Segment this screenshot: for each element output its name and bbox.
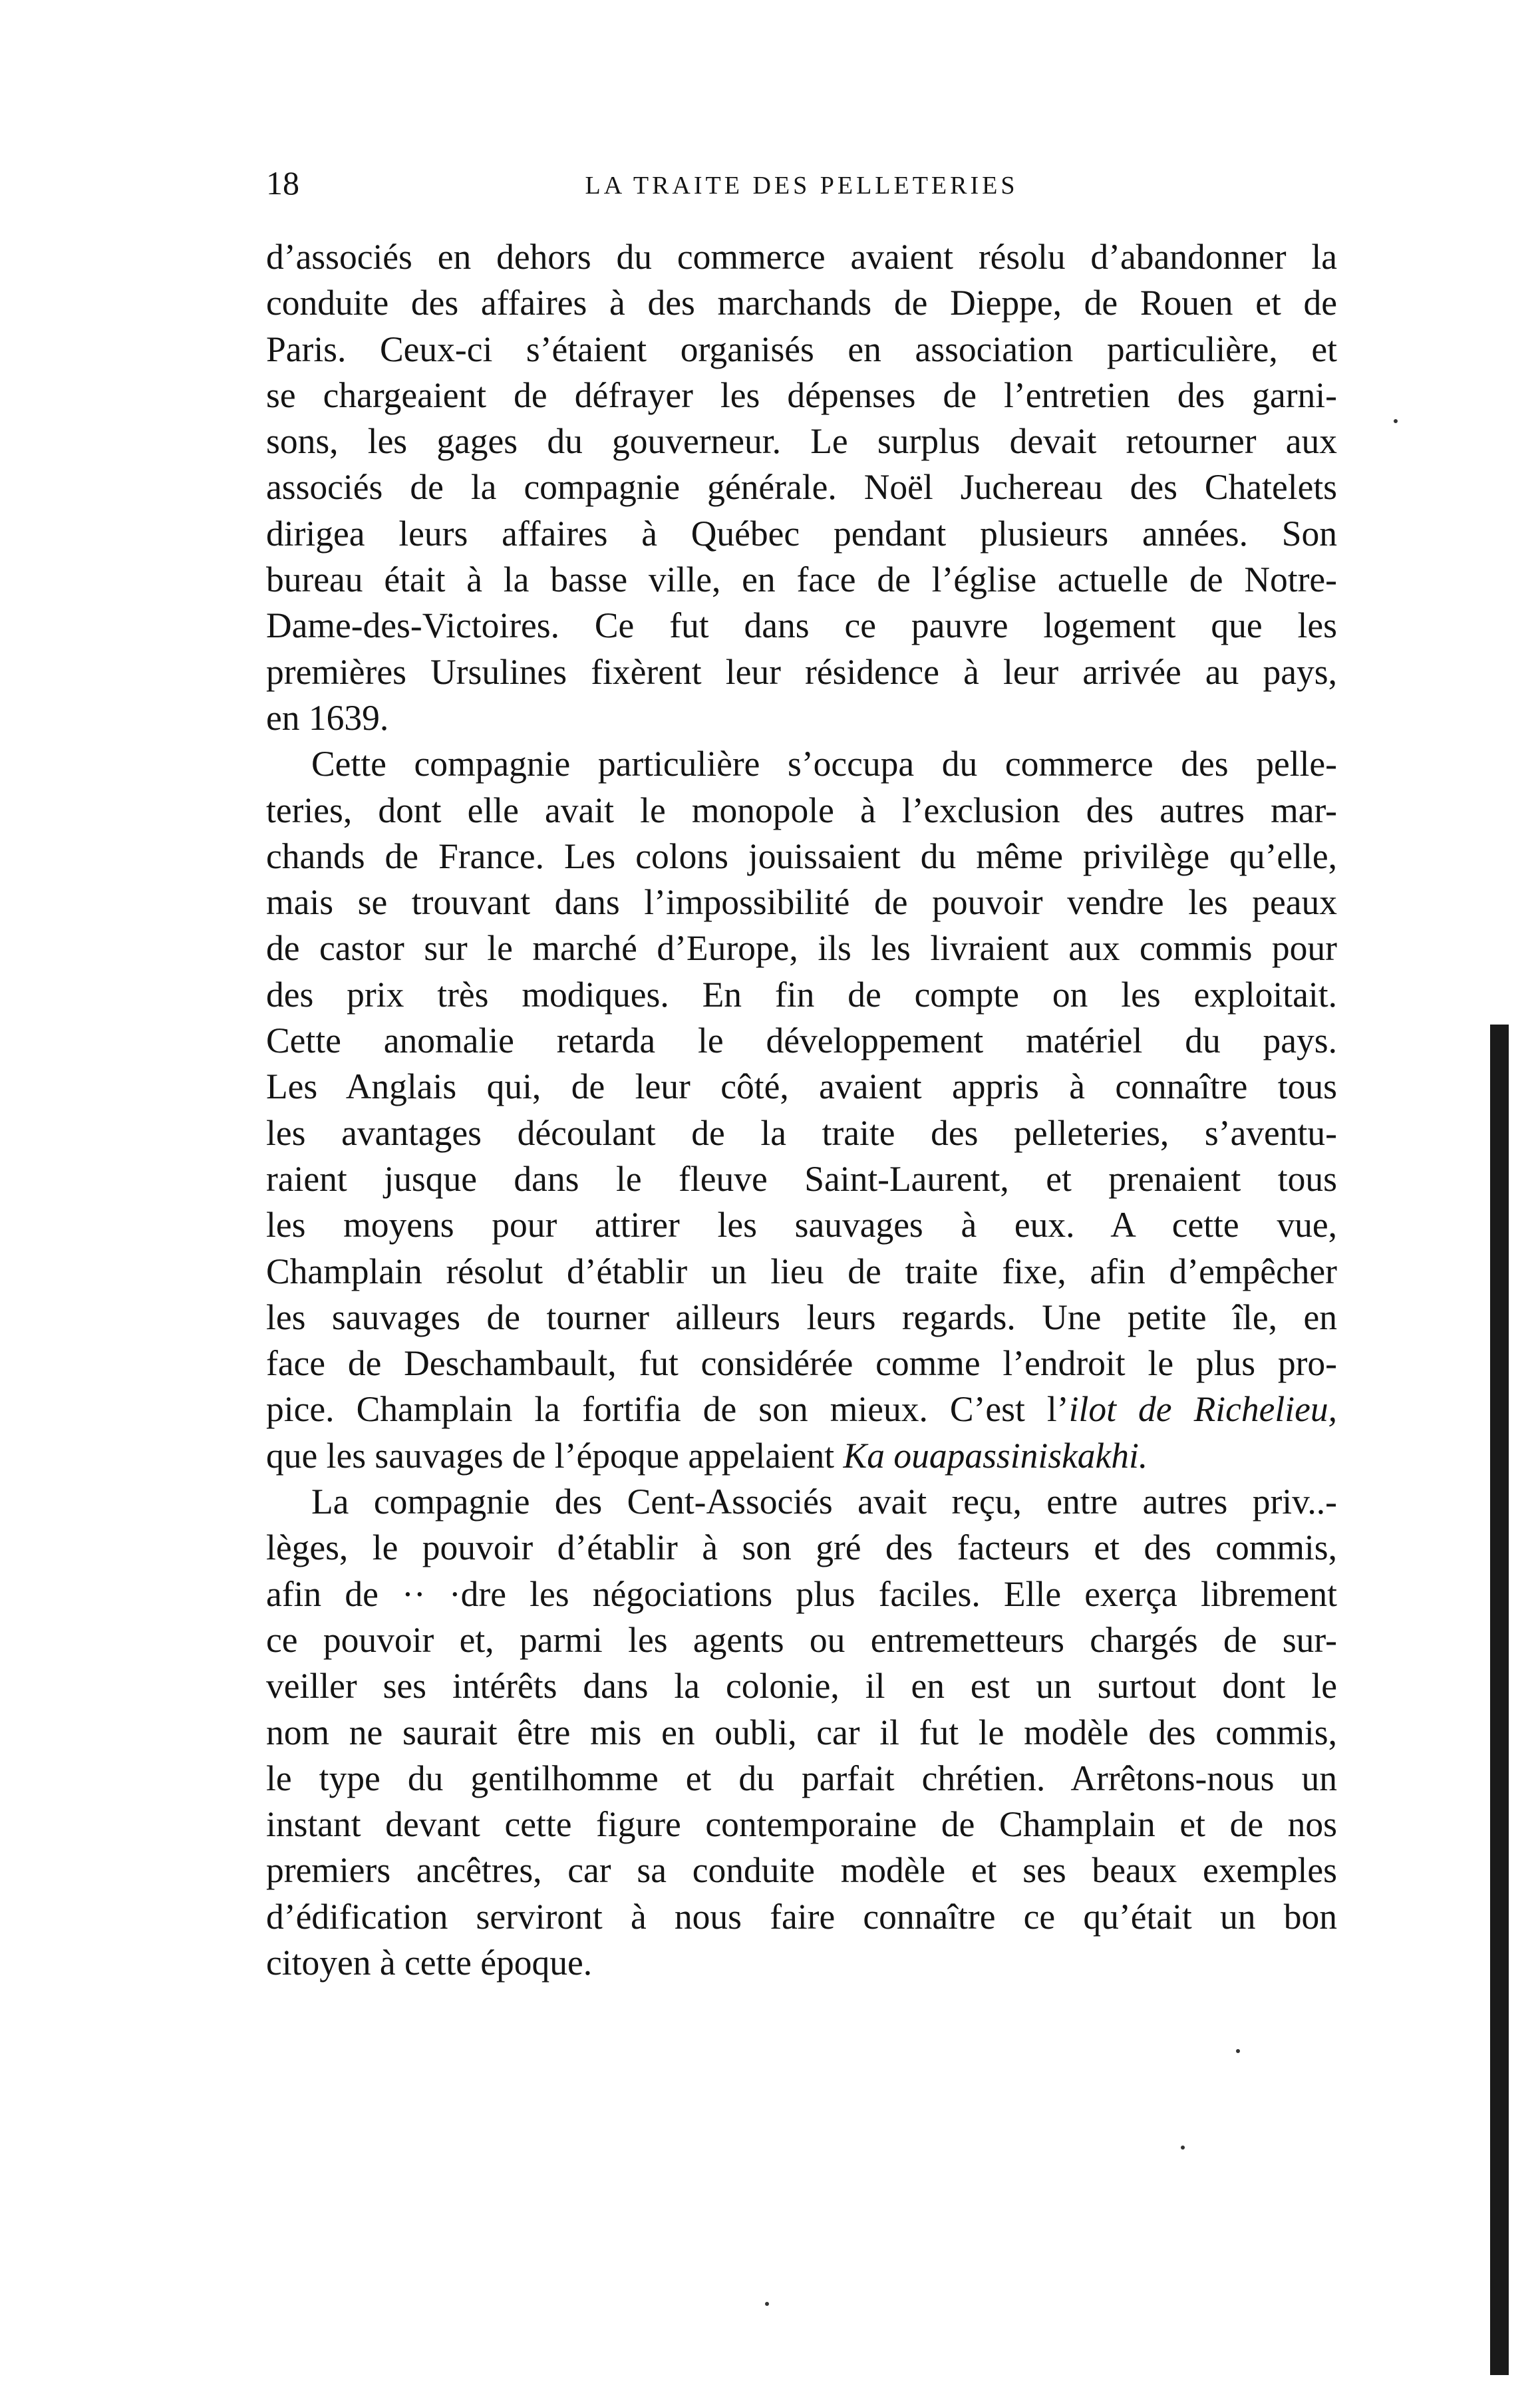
- text-line: lèges, le pouvoir d’établir à son gré des facteurs et des commis,: [266, 1527, 1337, 1568]
- text-line: dirigea leurs affaires à Québec pendant plusieurs années. Son: [266, 513, 1337, 554]
- text-line: bureau était à la basse ville, en face de l’église actuelle de Notre-: [266, 560, 1337, 600]
- text-line: les avantages découlant de la traite des pelleteries, s’aventu-: [266, 1112, 1337, 1153]
- text-line: citoyen à cette époque.: [266, 1942, 593, 1983]
- scan-edge-shadow: [1490, 1025, 1509, 2375]
- text-line: Les Anglais qui, de leur côté, avaient appris à connaître tous: [266, 1066, 1337, 1107]
- text-line: le type du gentilhomme et du parfait chrétien. Arrêtons-nous un: [266, 1758, 1337, 1798]
- body-text: [266, 234, 1337, 1986]
- scan-speck: [1181, 2146, 1185, 2150]
- text-line: premiers ancêtres, car sa conduite modèle et ses beaux exemples: [266, 1850, 1337, 1891]
- text-line: chands de France. Les colons jouissaient du même privilège qu’elle,: [266, 836, 1337, 876]
- text-line: mais se trouvant dans l’impossibilité de pouvoir vendre les peaux: [266, 882, 1337, 923]
- text-line: les moyens pour attirer les sauvages à eux. A cette vue,: [266, 1205, 1337, 1245]
- text-line: La compagnie des Cent-Associés avait reçu, entre autres priv..-: [311, 1482, 1337, 1522]
- text-line: sons, les gages du gouverneur. Le surplus devait retourner aux: [266, 421, 1337, 462]
- text-line: des prix très modiques. En fin de compte on les exploitait.: [266, 974, 1337, 1015]
- text-line: instant devant cette figure contemporaine de Champlain et de nos: [266, 1804, 1337, 1845]
- text-line: en 1639.: [266, 697, 389, 738]
- text-line-with-italic: [266, 1386, 1337, 1432]
- text-line: de castor sur le marché d’Europe, ils les livraient aux commis pour: [266, 928, 1337, 969]
- text-line: associés de la compagnie générale. Noël Juchereau des Chatelets: [266, 467, 1337, 508]
- page-number: 18: [266, 164, 299, 202]
- text-line: raient jusque dans le fleuve Saint-Laurent, et prenaient tous: [266, 1158, 1337, 1199]
- text-segment: que les sauvages de l’époque appelaient: [266, 1435, 844, 1476]
- text-line: les sauvages de tourner ailleurs leurs regards. Une petite île, en: [266, 1297, 1337, 1337]
- text-line: face de Deschambault, fut considérée comme l’endroit le plus pro-: [266, 1343, 1337, 1384]
- text-line: d’associés en dehors du commerce avaient résolu d’abandonner la: [266, 237, 1337, 277]
- text-line: Cette anomalie retarda le développement matériel du pays.: [266, 1021, 1337, 1061]
- text-line: se chargeaient de défrayer les dépenses de l’entretien des garni-: [266, 375, 1337, 415]
- text-line: premières Ursulines fixèrent leur résidence à leur arrivée au pays,: [266, 651, 1337, 692]
- running-head: [266, 160, 1337, 206]
- text-line: Champlain résolut d’établir un lieu de traite fixe, afin d’empêcher: [266, 1251, 1337, 1291]
- scan-speck: [1394, 419, 1398, 423]
- text-line-with-italic: [266, 1433, 1337, 1479]
- text-line: teries, dont elle avait le monopole à l’exclusion des autres mar-: [266, 790, 1337, 830]
- text-line: d’édification serviront à nous faire connaître ce qu’était un bon: [266, 1896, 1337, 1937]
- italic-native-name: Ka ouapassiniskakhi.: [843, 1435, 1148, 1476]
- text-line: nom ne saurait être mis en oubli, car il fut le modèle des commis,: [266, 1712, 1337, 1752]
- italic-place-name: ilot de Richelieu,: [1068, 1389, 1337, 1430]
- text-segment: pice. Champlain la fortifia de son mieux. C’est l’: [266, 1389, 1069, 1430]
- scan-speck: [765, 2302, 769, 2306]
- running-title: LA TRAITE DES PELLETERIES: [585, 172, 1018, 200]
- text-line: afin de ·· ·dre les négociations plus faciles. Elle exerça librement: [266, 1573, 1337, 1614]
- scan-speck: [1236, 2049, 1240, 2053]
- text-line: ce pouvoir et, parmi les agents ou entremetteurs chargés de sur-: [266, 1619, 1337, 1660]
- text-line: veiller ses intérêts dans la colonie, il en est un surtout dont le: [266, 1666, 1337, 1706]
- text-line: conduite des affaires à des marchands de Dieppe, de Rouen et de: [266, 283, 1337, 323]
- text-line: Cette compagnie particulière s’occupa du commerce des pelle-: [311, 744, 1337, 784]
- text-line: Dame-des-Victoires. Ce fut dans ce pauvre logement que les: [266, 605, 1337, 646]
- text-line: Paris. Ceux-ci s’étaient organisés en association particulière, et: [266, 329, 1337, 369]
